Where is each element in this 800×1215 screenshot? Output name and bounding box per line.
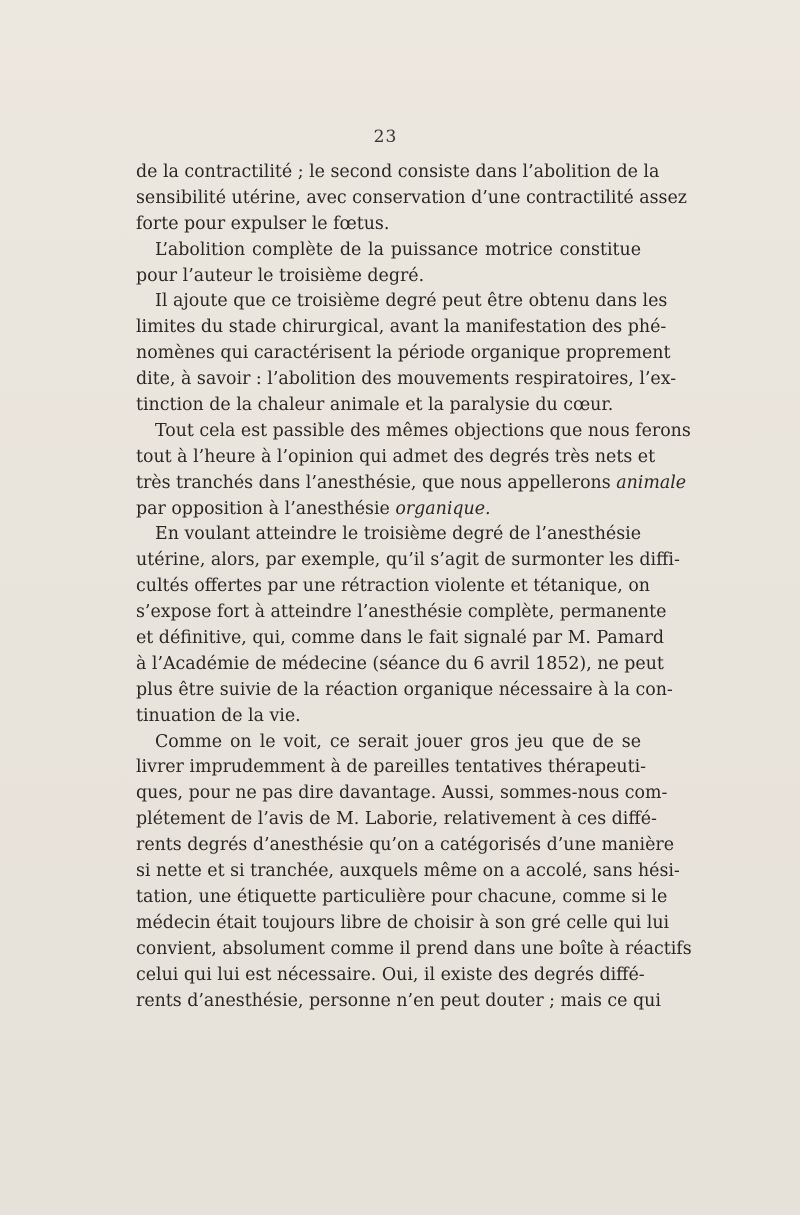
text-line-32: celui qui lui est nécessaire. Oui, il existe des degrés diffé- xyxy=(136,964,645,985)
text-line-6: Il ajoute que ce troisième degré peut être obtenu dans les xyxy=(155,291,668,312)
text-line-5: pour l’auteur le troisième degré. xyxy=(136,265,425,286)
text-line-18: s’expose fort à atteindre l’anesthésie complète, permanente xyxy=(136,602,667,623)
text-line-10: tinction de la chaleur animale et la paralysie du cœur. xyxy=(136,395,614,416)
text-line-14-main: par opposition à l’anesthésie xyxy=(136,498,390,519)
text-line-15: En voulant atteindre le troisième degré de l’anesthésie xyxy=(155,524,641,545)
text-line-20: à l’Académie de médecine (séance du 6 avril 1852), ne peut xyxy=(136,653,664,674)
text-line-23: Comme on le voit, ce serait jouer gros jeu que de se xyxy=(155,731,641,752)
italic-word-organique: organique. xyxy=(395,498,491,519)
body-text xyxy=(136,160,692,1014)
text-line-8: nomènes qui caractérisent la période organique proprement xyxy=(136,343,671,364)
text-line-2: sensibilité utérine, avec conservation d’une contractilité assez xyxy=(136,187,687,208)
text-line-29: tation, une étiquette particulière pour chacune, comme si le xyxy=(136,886,668,907)
text-line-22: tinuation de la vie. xyxy=(136,705,301,726)
text-line-17: cultés offertes par une rétraction violente et tétanique, on xyxy=(136,576,651,597)
text-line-1: de la contractilité ; le second consiste dans l’abolition de la xyxy=(136,162,660,182)
italic-word-animale: animale xyxy=(616,472,687,493)
text-line-13 xyxy=(136,471,687,497)
text-line-28: si nette et si tranchée, auxquels même on a accolé, sans hési- xyxy=(136,861,680,882)
text-line-27: rents degrés d’anesthésie qu’on a catégorisés d’une manière xyxy=(136,835,674,856)
text-line-4: L’abolition complète de la puissance motrice constitue xyxy=(155,239,641,260)
text-line-12: tout à l’heure à l’opinion qui admet des degrés très nets et xyxy=(136,446,656,467)
text-line-11: Tout cela est passible des mêmes objections que nous ferons xyxy=(155,420,691,441)
text-line-31: convient, absolument comme il prend dans une boîte à réactifs xyxy=(136,938,692,959)
text-line-33: rents d’anesthésie, personne n’en peut douter ; mais ce qui xyxy=(136,990,661,1011)
text-line-9: dite, à savoir : l’abolition des mouvements respiratoires, l’ex- xyxy=(136,369,677,390)
page-number: 23 xyxy=(373,127,398,147)
text-line-3: forte pour expulser le fœtus. xyxy=(136,213,390,234)
text-line-21: plus être suivie de la réaction organique nécessaire à la con- xyxy=(136,679,673,700)
text-line-30: médecin était toujours libre de choisir à son gré celle qui lui xyxy=(136,912,670,933)
text-line-25: ques, pour ne pas dire davantage. Aussi, sommes-nous com- xyxy=(136,783,668,804)
text-line-14 xyxy=(136,497,641,523)
text-line-26: plétement de l’avis de M. Laborie, relativement à ces diffé- xyxy=(136,809,657,830)
text-line-19: et définitive, qui, comme dans le fait signalé par M. Pamard xyxy=(136,628,665,649)
text-line-7: limites du stade chirurgical, avant la manifestation des phé- xyxy=(136,317,667,338)
text-line-13-main: très tranchés dans l’anesthésie, que nous appellerons xyxy=(136,472,611,493)
text-line-24: livrer imprudemment à de pareilles tentatives thérapeuti- xyxy=(136,757,647,778)
text-line-16: utérine, alors, par exemple, qu’il s’agit de surmonter les diffi- xyxy=(136,550,680,571)
